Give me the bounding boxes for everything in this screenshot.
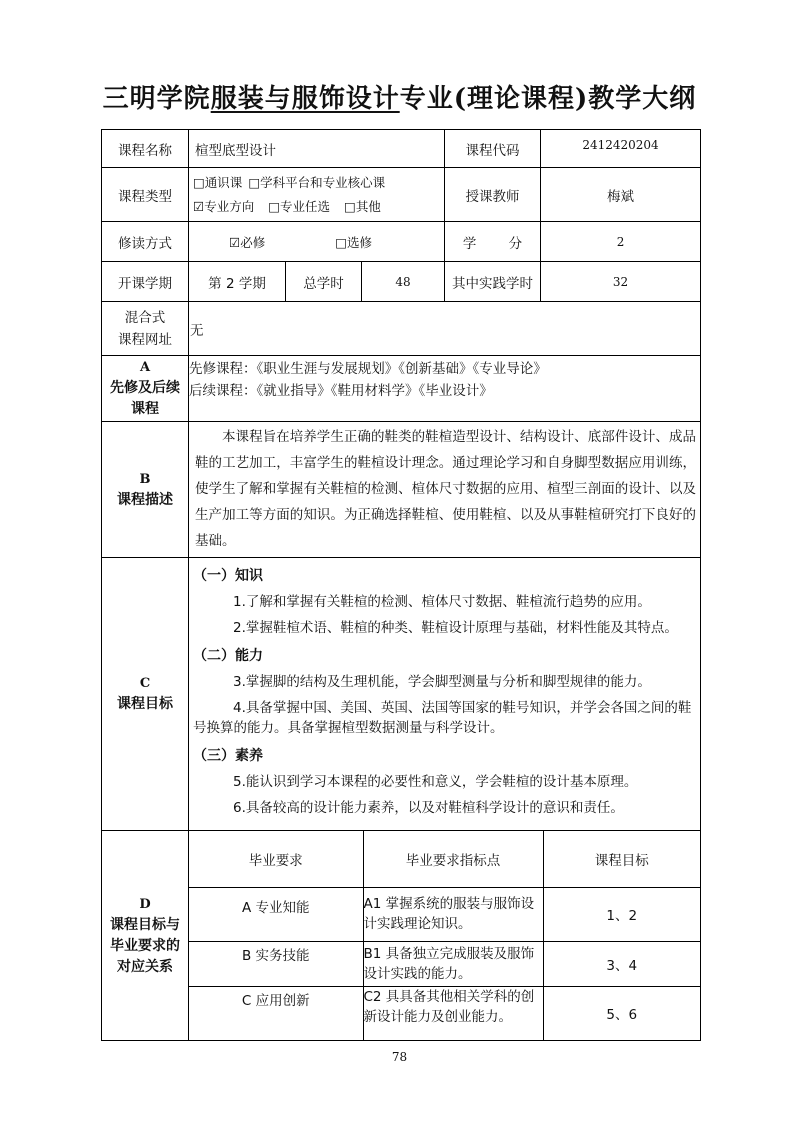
course-code-label: 课程代码 xyxy=(445,130,541,168)
type-option-direction[interactable]: ☑专业方向 xyxy=(193,198,255,214)
row-term xyxy=(102,262,701,302)
mapping-row xyxy=(189,887,700,941)
practice-hours-value: 32 xyxy=(541,262,701,302)
requirements-mapping-table xyxy=(189,831,700,1040)
goal-4: 4.具备掌握中国、美国、英国、法国等国家的鞋号知识，并学会各国之间的鞋号换算的能力。具备掌握楦型数据测量与科学设计。 xyxy=(193,700,692,736)
goal-6: 6.具备较高的设计能力素养，以及对鞋楦科学设计的意识和责任。 xyxy=(233,800,624,816)
goals-cell: 5、6 xyxy=(543,986,700,1040)
indicator-cell: C2 具具备其他相关学科的创新设计能力及创业能力。 xyxy=(363,986,543,1040)
study-optional-option[interactable]: □选修 xyxy=(335,234,373,250)
indicator-cell: B1 具备独立完成服装及服饰设计实践的能力。 xyxy=(363,941,543,986)
title-suffix: 专业(理论课程)教学大纲 xyxy=(399,84,697,114)
study-required-option[interactable]: ☑必修 xyxy=(229,234,266,250)
page-number: 78 xyxy=(391,1050,408,1064)
section-d-content xyxy=(189,831,701,1041)
goal-heading-knowledge: （一）知识 xyxy=(193,568,263,584)
title-major: 服装与服饰设计 xyxy=(210,84,400,114)
term-label: 开课学期 xyxy=(102,262,189,302)
row-section-d xyxy=(102,831,701,1041)
course-description: 本课程旨在培养学生正确的鞋类的鞋楦造型设计、结构设计、底部件设计、成品鞋的工艺加工，丰富学生的鞋楦设计理念。通过理论学习和自身脚型数据应用训练，使学生了解和掌握有关鞋楦的检测、楦体尺寸数据的应用、楦型三剖面的设计、以及生产加工等方面的知识。为正确选择鞋楦、使用鞋楦、以及从事鞋楦研究打下良好的基础。 xyxy=(195,429,697,549)
goal-heading-ability: （二）能力 xyxy=(193,648,263,664)
indicator-cell: A1 掌握系统的服装与服饰设计实践理论知识。 xyxy=(363,887,543,941)
type-option-general[interactable]: □通识课 xyxy=(193,174,243,190)
section-d-label: D 课程目标与 毕业要求的 对应关系 xyxy=(102,831,189,1041)
row-section-a xyxy=(102,356,701,422)
row-section-b xyxy=(102,422,701,558)
study-mode-options xyxy=(189,222,445,262)
course-name-value: 楦型底型设计 xyxy=(189,130,445,168)
section-a-content xyxy=(189,356,701,422)
row-section-c xyxy=(102,558,701,831)
hybrid-url-value: 无 xyxy=(189,302,701,356)
requirement-cell: A 专业知能 xyxy=(189,887,363,941)
goal-1: 1.了解和掌握有关鞋楦的检测、楦体尺寸数据、鞋楦流行趋势的应用。 xyxy=(233,594,651,610)
row-course-name xyxy=(102,130,701,168)
goals-cell: 1、2 xyxy=(543,887,700,941)
title-school: 三明学院 xyxy=(102,84,211,114)
requirement-cell: B 实务技能 xyxy=(189,941,363,986)
type-option-elective[interactable]: □专业任选 xyxy=(268,198,331,214)
requirement-cell: C 应用创新 xyxy=(189,986,363,1040)
goal-2: 2.掌握鞋楦术语、鞋楦的种类、鞋楦设计原理与基础，材料性能及其特点。 xyxy=(233,620,678,636)
prerequisite-courses: 先修课程：《职业生涯与发展规划》《创新基础》《专业导论》 xyxy=(189,361,547,377)
mapping-row xyxy=(189,941,700,986)
course-code-value: 2412420204 xyxy=(541,130,701,168)
follow-up-courses: 后续课程：《就业指导》《鞋用材料学》《毕业设计》 xyxy=(189,383,493,399)
section-c-content xyxy=(189,558,701,831)
header-course-goals: 课程目标 xyxy=(543,831,700,887)
hybrid-url-label: 混合式 课程网址 xyxy=(102,302,189,356)
total-hours-label: 总学时 xyxy=(286,262,362,302)
credit-label: 学 分 xyxy=(445,222,541,262)
study-mode-label: 修读方式 xyxy=(102,222,189,262)
section-c-label: C 课程目标 xyxy=(102,558,189,831)
section-b-content xyxy=(189,422,701,558)
document-title xyxy=(0,78,799,115)
row-study-mode xyxy=(102,222,701,262)
course-type-options xyxy=(189,168,445,222)
term-value: 第 2 学期 xyxy=(189,262,286,302)
total-hours-value: 48 xyxy=(362,262,445,302)
header-indicator: 毕业要求指标点 xyxy=(363,831,543,887)
row-course-type xyxy=(102,168,701,222)
practice-hours-label: 其中实践学时 xyxy=(445,262,541,302)
goals-cell: 3、4 xyxy=(543,941,700,986)
mapping-row xyxy=(189,986,700,1040)
teacher-value: 梅斌 xyxy=(541,168,701,222)
course-type-label: 课程类型 xyxy=(102,168,189,222)
header-graduation-requirement: 毕业要求 xyxy=(189,831,363,887)
credit-value: 2 xyxy=(541,222,701,262)
course-name-label: 课程名称 xyxy=(102,130,189,168)
type-option-other[interactable]: □其他 xyxy=(344,198,381,214)
goal-heading-literacy: （三）素养 xyxy=(193,748,263,764)
mapping-header-row xyxy=(189,831,700,887)
section-b-label: B 课程描述 xyxy=(102,422,189,558)
row-hybrid-url xyxy=(102,302,701,356)
goal-5: 5.能认识到学习本课程的必要性和意义，学会鞋楦的设计基本原理。 xyxy=(233,774,638,790)
syllabus-table xyxy=(101,129,701,1041)
goal-3: 3.掌握脚的结构及生理机能，学会脚型测量与分析和脚型规律的能力。 xyxy=(233,674,651,690)
type-option-platform[interactable]: □学科平台和专业核心课 xyxy=(248,174,386,190)
teacher-label: 授课教师 xyxy=(445,168,541,222)
section-a-label: A 先修及后续 课程 xyxy=(102,356,189,422)
